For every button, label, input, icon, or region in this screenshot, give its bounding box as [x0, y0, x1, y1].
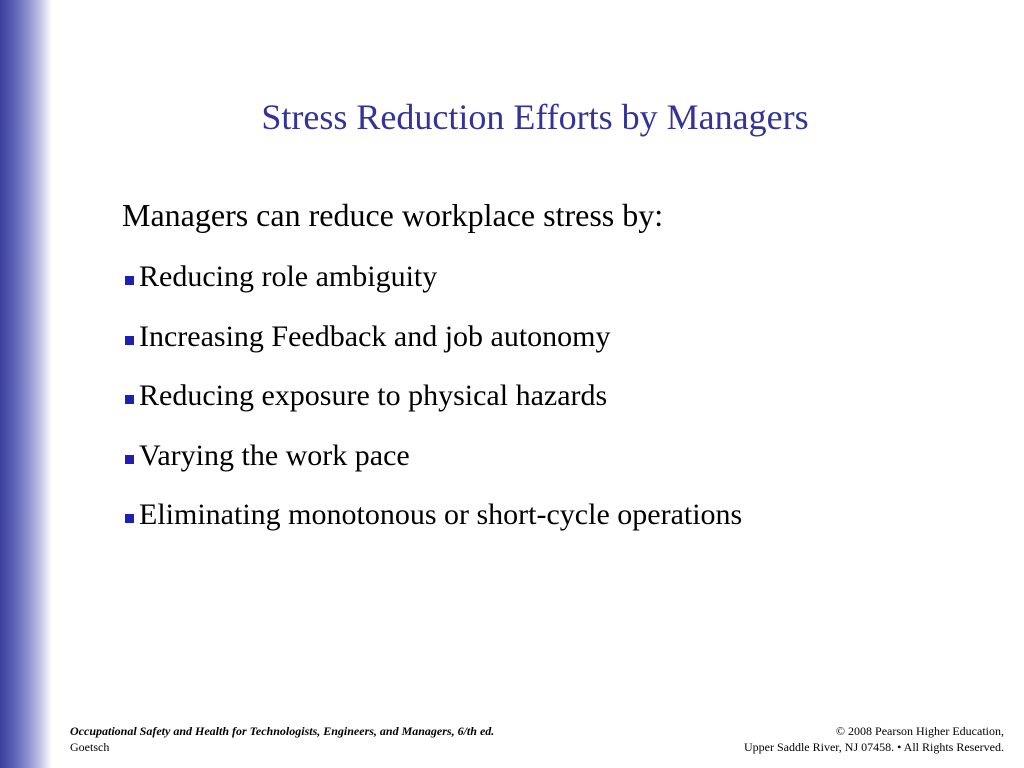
bullet-text: Varying the work pace: [139, 438, 410, 472]
square-bullet-icon: [125, 276, 134, 285]
slide-title: Stress Reduction Efforts by Managers: [261, 97, 809, 137]
footer-book-title: Occupational Safety and Health for Technologists, Engineers, and Managers, 6/th ed.: [70, 724, 495, 738]
square-bullet-icon: [125, 455, 134, 464]
bullet-item: [122, 257, 742, 317]
square-bullet-icon: [125, 395, 134, 404]
bullet-text: Reducing exposure to physical hazards: [139, 379, 608, 412]
footer-copyright: [744, 723, 1004, 755]
bullet-item: [122, 376, 742, 436]
footer-copyright-line2: Upper Saddle River, NJ 07458. • All Rights Reserved.: [743, 740, 1004, 754]
footer-book-info: [70, 723, 494, 755]
bullet-item: [122, 495, 742, 555]
bullet-item: [122, 436, 742, 496]
square-bullet-icon: [125, 336, 134, 345]
bullet-text: Eliminating monotonous or short-cycle operations: [139, 498, 743, 531]
bullet-text: Reducing role ambiguity: [139, 260, 438, 293]
square-bullet-icon: [125, 514, 134, 523]
bullet-item: [122, 317, 742, 377]
bullet-list: [122, 257, 742, 555]
intro-text: Managers can reduce workplace stress by:: [122, 197, 664, 233]
footer-copyright-line1: © 2008 Pearson Higher Education,: [835, 724, 1004, 738]
footer-author: Goetsch: [70, 740, 110, 754]
bullet-text: Increasing Feedback and job autonomy: [139, 319, 611, 353]
